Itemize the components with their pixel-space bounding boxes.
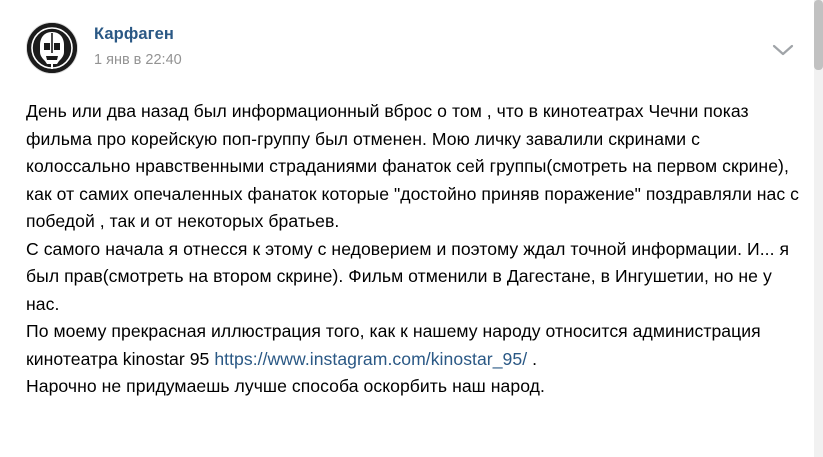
scrollbar-track[interactable] bbox=[814, 0, 823, 457]
chevron-down-icon[interactable] bbox=[769, 36, 797, 64]
post-header bbox=[0, 0, 823, 72]
post-paragraph-3-prefix: По моему прекрасная иллюстрация того, как к нашему народу относится администрация кинотеатра kinostar 95 bbox=[26, 321, 761, 369]
post-text bbox=[0, 72, 823, 401]
spartan-helmet-logo-icon[interactable] bbox=[26, 22, 78, 74]
scrollbar-thumb[interactable] bbox=[814, 0, 823, 70]
post-paragraph-3 bbox=[26, 318, 801, 373]
post-paragraph-4: Нарочно не придумаешь лучше способа оскорбить наш народ. bbox=[26, 376, 545, 396]
post-date[interactable]: 1 янв в 22:40 bbox=[94, 52, 182, 68]
post-paragraph-1: День или два назад был информационный вброс о том , что в кинотеатрах Чечни показ фильма про корейскую поп-группу был отменен. Мою личку завалили скринами с колоссально нравственными страданиями фанаток сей группы(смотреть на первом скрине), как от самих опечаленных фанаток которые "достойно приняв поражение" поздравляли нас с победой , так и от некоторых братьев. bbox=[26, 101, 800, 231]
post-author-name[interactable]: Карфаген bbox=[94, 25, 174, 43]
post-paragraph-2: С самого начала я отнесся к этому с недоверием и поэтому ждал точной информации. И... я был прав(смотреть на втором скрине). Фильм отменили в Дагестане, в Ингушетии, но не у нас. bbox=[26, 238, 790, 314]
instagram-link[interactable]: https://www.instagram.com/kinostar_95/ bbox=[214, 348, 528, 369]
post-paragraph-3-suffix: . bbox=[527, 348, 538, 369]
post-header-text bbox=[94, 22, 182, 70]
